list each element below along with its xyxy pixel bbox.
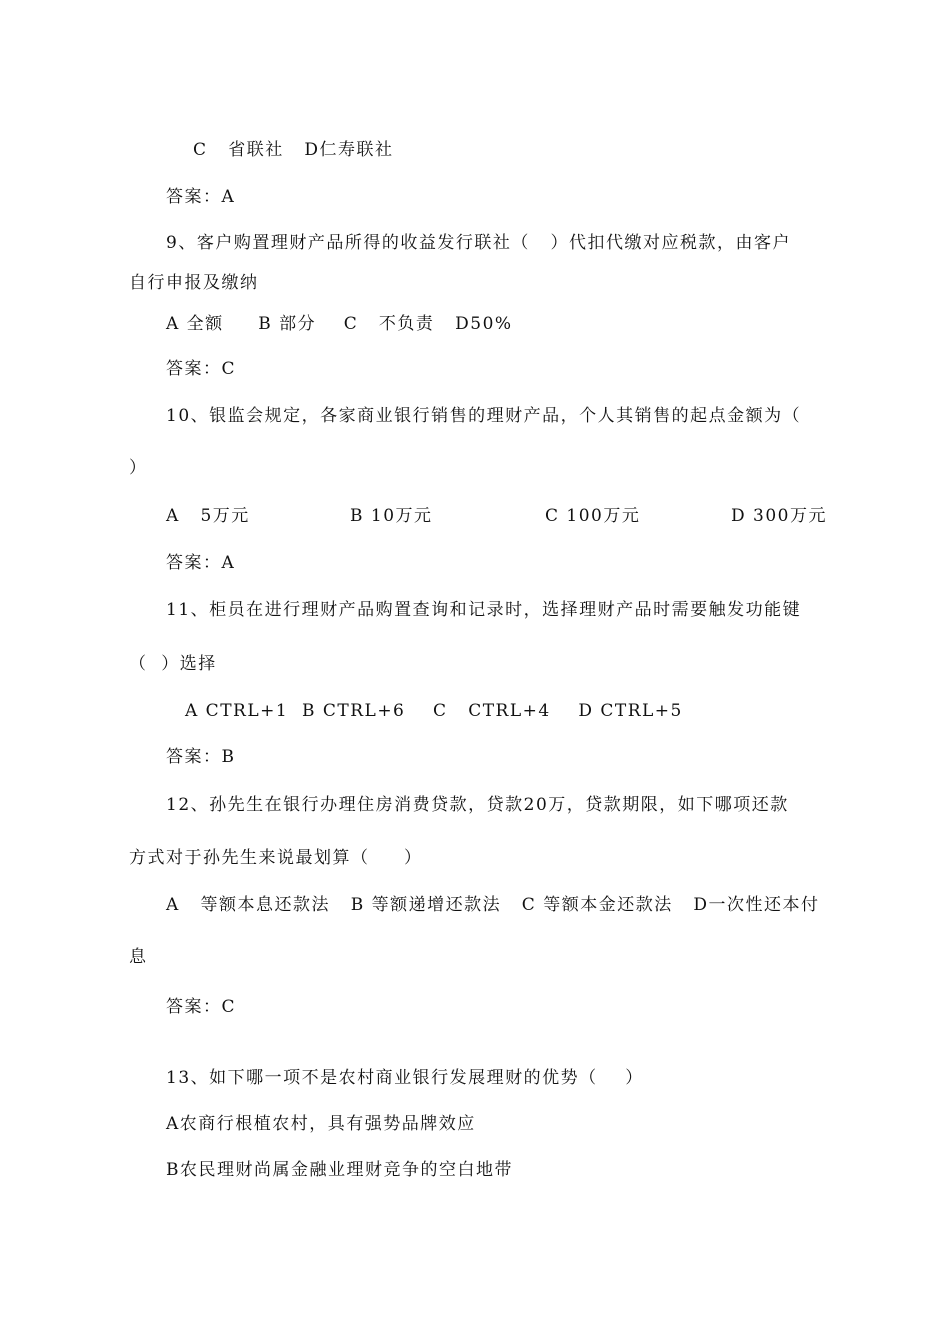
q10-option-c: C 100万元 <box>545 506 641 526</box>
q8-answer: 答案：A <box>166 187 236 207</box>
q8-options-tail: C 省联社 D仁寿联社 <box>193 140 394 160</box>
q11-stem-line1: 11、柜员在进行理财产品购置查询和记录时，选择理财产品时需要触发功能键 <box>166 600 802 620</box>
q12-answer: 答案：C <box>166 997 237 1017</box>
q10-option-a: A 5万元 <box>166 506 250 526</box>
q10-options <box>0 505 950 527</box>
q11-stem-line2: （ ）选择 <box>129 654 217 674</box>
q12-stem-line1: 12、孙先生在银行办理住房消费贷款，贷款20万，贷款期限，如下哪项还款 <box>166 795 789 815</box>
q10-stem-line2: ） <box>129 458 148 478</box>
q11-answer: 答案：B <box>166 747 236 767</box>
q9-options: A 全额 B 部分 C 不负责 D50% <box>166 314 513 334</box>
q10-option-b: B 10万元 <box>350 506 433 526</box>
q10-stem-line1: 10、银监会规定，各家商业银行销售的理财产品，个人其销售的起点金额为（ <box>166 406 802 426</box>
q9-stem-line2: 自行申报及缴纳 <box>129 273 259 293</box>
q13-stem: 13、如下哪一项不是农村商业银行发展理财的优势（ ） <box>166 1068 644 1088</box>
q10-answer: 答案：A <box>166 553 236 573</box>
q13-option-b: B农民理财尚属金融业理财竞争的空白地带 <box>166 1160 513 1180</box>
q10-option-d: D 300万元 <box>731 506 827 526</box>
q9-stem-line1: 9、客户购置理财产品所得的收益发行联社（ ）代扣代缴对应税款，由客户 <box>166 233 792 253</box>
q12-stem-line2: 方式对于孙先生来说最划算（ ） <box>129 848 423 868</box>
q11-options: A CTRL+1 B CTRL+6 C CTRL+4 D CTRL+5 <box>185 701 683 721</box>
q9-answer: 答案：C <box>166 359 237 379</box>
q12-options-line1: A 等额本息还款法 B 等额递增还款法 C 等额本金还款法 D一次性还本付 <box>166 895 820 915</box>
q12-options-line2: 息 <box>129 947 148 967</box>
q13-option-a: A农商行根植农村，具有强势品牌效应 <box>166 1114 476 1134</box>
